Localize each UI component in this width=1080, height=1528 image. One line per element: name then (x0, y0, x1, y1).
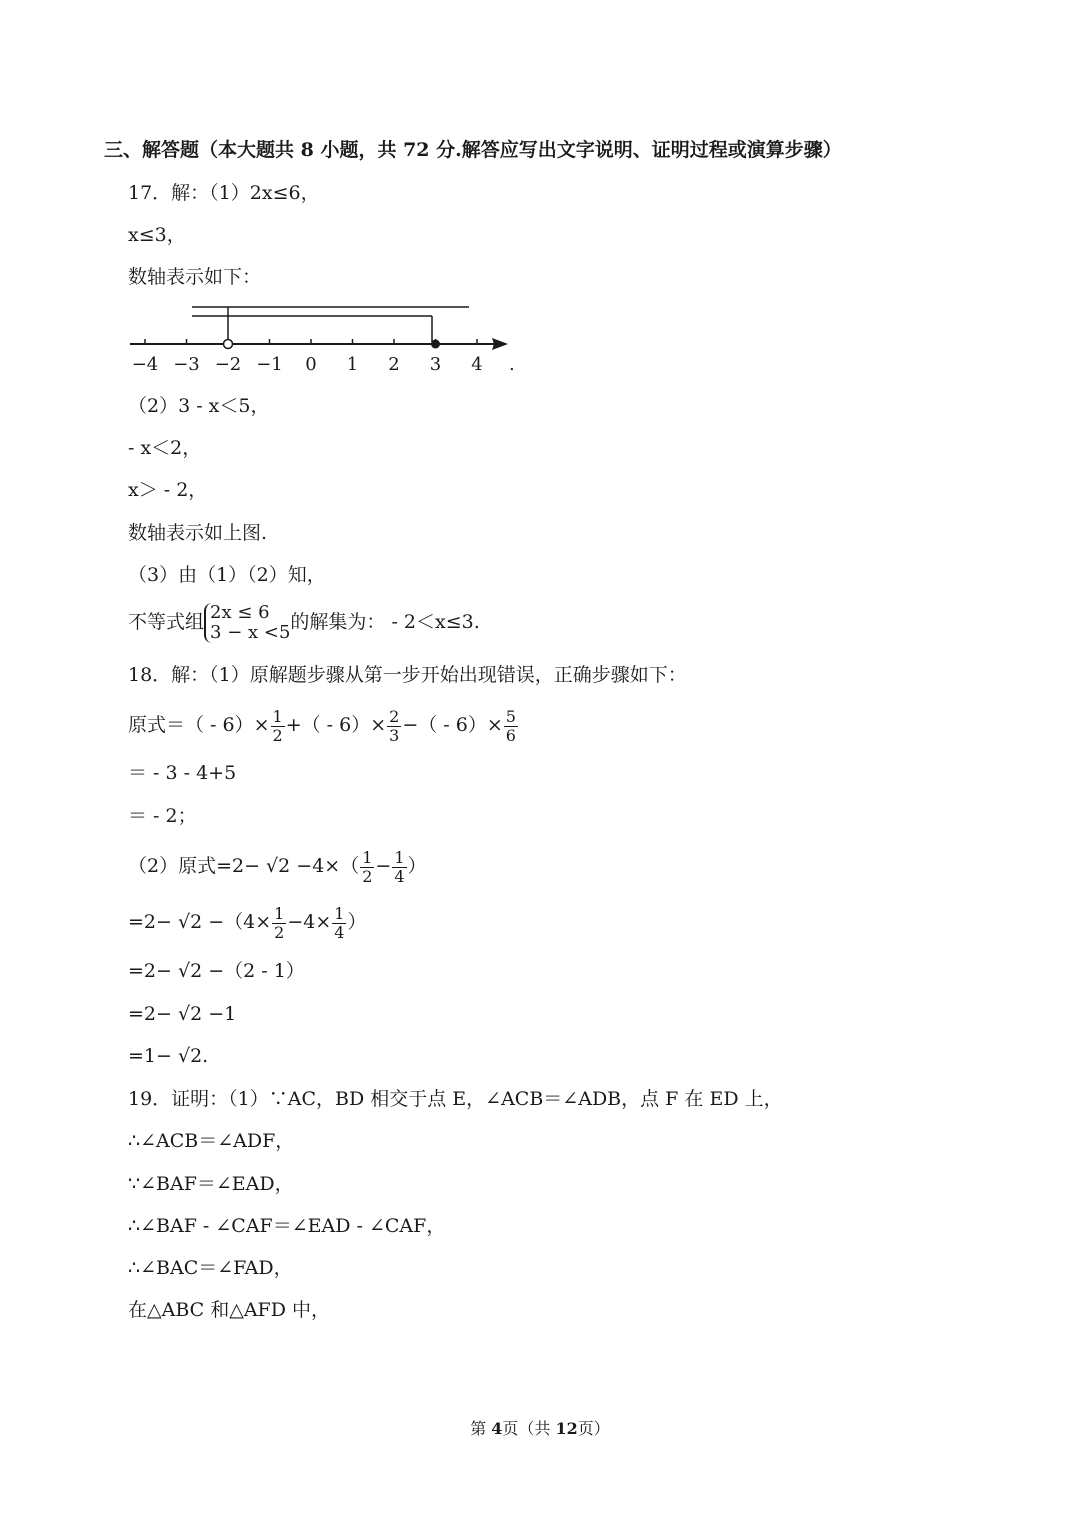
tick-label: −1 (256, 354, 283, 375)
fraction (392, 849, 406, 886)
denominator: 2 (362, 866, 373, 886)
footer-mid: 页（共 (502, 1419, 556, 1438)
q18-l5-text-a: （2）原式=2− √2 −4×（ (128, 855, 360, 877)
tick-label: 2 (388, 354, 400, 375)
numerator: 1 (272, 706, 283, 726)
q19-line-5: ∴∠BAC＝∠FAD， (128, 1257, 293, 1279)
q18-l5-text-b: − (375, 855, 392, 877)
section-heading: 三、解答题（本大题共 8 小题，共 72 分.解答应写出文字说明、证明过程或演算步骤） (104, 139, 842, 161)
page-footer (0, 1416, 1080, 1439)
q18-line-8: =2− √2 −1 (128, 1003, 237, 1025)
system-row-2: 3 − x <5 (210, 622, 291, 643)
tick-label: −2 (214, 354, 242, 375)
footer-post: 页） (577, 1419, 610, 1438)
tick-label: −4 (131, 354, 159, 375)
fraction (387, 708, 401, 745)
q19-line-3: ∵∠BAF＝∠EAD， (128, 1173, 294, 1195)
q19-line-6: 在△ABC 和△AFD 中， (128, 1299, 331, 1321)
number-line-trailing: . (509, 354, 515, 375)
q17-system-suffix: 的解集为： - 2＜x≤3. (290, 611, 480, 633)
fraction (504, 708, 518, 745)
q17-line-7: 数轴表示如上图. (128, 522, 268, 544)
numerator: 1 (362, 847, 373, 867)
page-total: 12 (555, 1419, 578, 1438)
denominator: 4 (334, 922, 345, 942)
number-line (120, 296, 540, 382)
tick-label: 0 (305, 354, 317, 375)
tick-label: 3 (429, 354, 442, 375)
page-number: 4 (491, 1419, 503, 1438)
q18-l5-text-c: ） (407, 855, 427, 877)
q19-line-1: 19．证明：（1）∵AC，BD 相交于点 E，∠ACB＝∠ADB，点 F 在 ED 上， (128, 1088, 783, 1110)
inequality-system (204, 603, 290, 643)
q18-l6-text-a: =2− √2 −（4× (128, 911, 272, 933)
footer-pre: 第 (470, 1419, 492, 1438)
numerator: 1 (394, 847, 405, 867)
denominator: 2 (272, 725, 283, 745)
closed-endpoint (431, 340, 440, 349)
denominator: 6 (505, 725, 516, 745)
q17-line-8: （3）由（1）（2）知， (128, 564, 326, 586)
open-endpoint (224, 340, 233, 349)
q17-line-2: x≤3， (128, 224, 186, 246)
axis-arrow-icon (492, 338, 508, 350)
denominator: 2 (274, 922, 285, 942)
q18-line-6 (128, 902, 366, 942)
q18-l6-text-b: −4× (287, 911, 332, 933)
tick-label: −3 (173, 354, 200, 375)
numerator: 1 (334, 903, 345, 923)
q17-system-prefix: 不等式组 (128, 611, 205, 633)
q19-line-2: ∴∠ACB＝∠ADF， (128, 1130, 295, 1152)
q18-l6-text-c: ） (347, 911, 367, 933)
fraction (271, 708, 285, 745)
fraction (360, 849, 374, 886)
q17-line-5: - x＜2， (128, 437, 202, 459)
q17-line-4: （2）3 - x＜5， (128, 395, 270, 417)
q18-line-9: =1− √2. (128, 1045, 209, 1067)
numerator: 1 (274, 903, 285, 923)
tick-label: 4 (471, 354, 483, 375)
q18-line-7: =2− √2 −（2 - 1） (128, 960, 305, 982)
numerator: 2 (389, 706, 400, 726)
q18-line-4: ＝ - 2； (128, 805, 197, 827)
q18-l2-text-c: −（ - 6）× (402, 714, 503, 736)
q17-line-1: 17．解：（1）2x≤6， (128, 182, 320, 204)
q18-line-5 (128, 846, 427, 886)
q18-line-3: ＝ - 3 - 4+5 (128, 762, 237, 784)
fraction (272, 905, 286, 942)
q19-line-4: ∴∠BAF - ∠CAF＝∠EAD - ∠CAF， (128, 1215, 446, 1237)
numerator: 5 (505, 706, 516, 726)
fraction (332, 905, 346, 942)
q17-line-6: x＞ - 2， (128, 479, 208, 501)
q18-line-1: 18．解：（1）原解题步骤从第一步开始出现错误，正确步骤如下： (128, 664, 687, 686)
system-row-1: 2x ≤ 6 (210, 602, 270, 623)
q18-l2-text-b: +（ - 6）× (285, 714, 387, 736)
q17-line-3: 数轴表示如下： (128, 266, 262, 288)
tick-label: 1 (346, 354, 359, 375)
q18-line-2 (128, 705, 519, 745)
denominator: 4 (394, 866, 405, 886)
q18-l2-text-a: 原式＝（ - 6）× (128, 714, 270, 736)
q17-line-9 (128, 600, 480, 644)
denominator: 3 (389, 725, 400, 745)
